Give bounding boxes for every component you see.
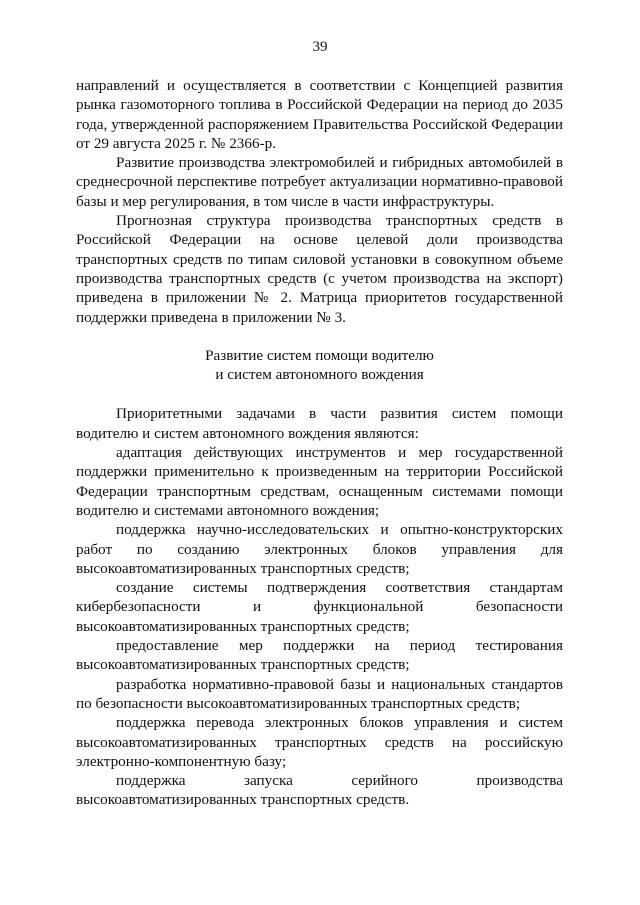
list-item-component-base: поддержка перевода электронных блоков управления и систем высокоавтоматизированных транспортных средств на российскую электронно-компонентную базу; [76, 714, 563, 770]
paragraph-forecast-structure: Прогнозная структура производства транспортных средств в Российской Федерации на основе целевой доли производства транспортных средств по типам силовой установки в совокупном объеме производства транспортных средств (с учетом производства на экспорт) приведена в приложении № 2. Матрица приоритетов государственной поддержки приведена в приложении № 3. [76, 212, 563, 326]
list-item-testing-support: предоставление мер поддержки на период тестирования высокоавтоматизированных транспортных средств; [76, 637, 563, 674]
paragraph-electromobiles: Развитие производства электромобилей и гибридных автомобилей в среднесрочной перспективе потребует актуализации нормативно-правовой базы и мер регулирования, в том числе в части инфраструктуры. [76, 154, 563, 210]
section-heading-line-1: Развитие систем помощи водителю [205, 346, 434, 364]
section-heading-line-2: и систем автономного вождения [215, 366, 424, 384]
document-body [76, 76, 563, 810]
list-item-adaptation: адаптация действующих инструментов и мер государственной поддержки применительно к произведенным на территории Российской Федерации транспортным средствам, оснащенным системами помощи водителю и системами автономного вождения; [76, 444, 563, 519]
list-item-cybersecurity: создание системы подтверждения соответствия стандартам кибербезопасности и функциональной безопасности высокоавтоматизированных транспортных средств; [76, 579, 563, 635]
paragraph-continuation: направлений и осуществляется в соответствии с Концепцией развития рынка газомоторного топлива в Российской Федерации на период до 2035 года, утвержденной распоряжением Правительства Российской Федерации от 29 августа 2025 г. № 2366-р. [76, 77, 563, 152]
list-item-serial-production: поддержка запуска серийного производства высокоавтоматизированных транспортных средств. [76, 772, 563, 809]
list-item-rnd-support: поддержка научно-исследовательских и опытно-конструкторских работ по созданию электронных блоков управления для высокоавтоматизированных транспортных средств; [76, 521, 563, 577]
page-number: 39 [312, 39, 328, 55]
list-item-regulatory-standards: разработка нормативно-правовой базы и национальных стандартов по безопасности высокоавтоматизированных транспортных средств; [76, 675, 563, 712]
paragraph-priority-tasks: Приоритетными задачами в части развития систем помощи водителю и систем автономного вождения являются: [76, 405, 563, 442]
section-heading [76, 346, 563, 385]
